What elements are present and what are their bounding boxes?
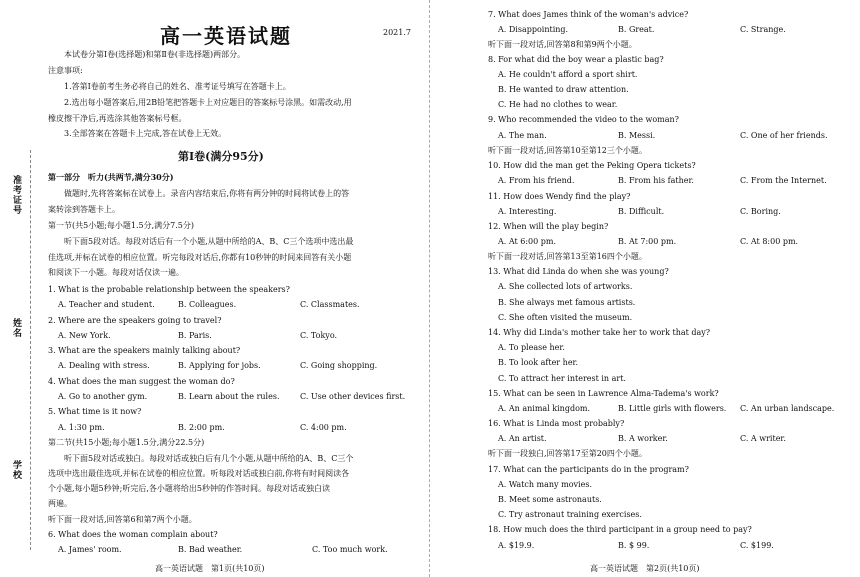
- section1-desc: 佳选项,并标在试卷的相应位置。听完每段对话后,你都有10秒钟的时间来回答有关小题: [48, 253, 352, 262]
- option-c: C. An urban landscape.: [740, 404, 835, 413]
- option-b: B. Learn about the rules.: [178, 392, 280, 401]
- option-c: C. 4:00 pm.: [300, 423, 347, 432]
- option-c: C. $199.: [740, 541, 774, 550]
- exam-number-label: 准考证号: [11, 175, 21, 215]
- question: 12. When will the play begin?: [488, 222, 609, 231]
- option-a: A. Disappointing.: [498, 25, 569, 34]
- option-b: B. A worker.: [618, 434, 668, 443]
- option-c: C. Use other devices first.: [300, 392, 406, 401]
- option-a: A. Interesting.: [498, 207, 557, 216]
- question: 11. How does Wendy find the play?: [488, 192, 631, 201]
- option-a: A. The man.: [498, 131, 547, 140]
- listen-instruction: 听下面一段对话,回答第8和第9两个小题。: [488, 40, 637, 49]
- question: 2. Where are the speakers going to travel?: [48, 316, 222, 325]
- question: 13. What did Linda do when she was young?: [488, 267, 669, 276]
- option-a: A. Watch many movies.: [498, 480, 592, 489]
- page-divider: [429, 0, 430, 577]
- question: 1. What is the probable relationship between the speakers?: [48, 285, 290, 294]
- section1-heading: 第一节(共5小题;每小题1.5分,满分7.5分): [48, 221, 195, 230]
- listen-instruction: 听下面一段对话,回答第10至第12三个小题。: [488, 146, 647, 155]
- option-c: C. To attract her interest in art.: [498, 374, 626, 383]
- option-c: C. Too much work.: [312, 545, 388, 554]
- option-c: C. At 8:00 pm.: [740, 237, 799, 246]
- option-c: C. Classmates.: [300, 300, 360, 309]
- section2-desc: 选项中选出最佳选项,并标在试卷的相应位置。听每段对话或独白前,你将有时间阅读各: [48, 469, 350, 478]
- page-footer: 高一英语试题 第2页(共10页): [590, 564, 700, 573]
- name-label: 姓名: [11, 318, 21, 338]
- option-a: A. From his friend.: [498, 176, 575, 185]
- option-b: B. At 7:00 pm.: [618, 237, 677, 246]
- question: 18. How much does the third participant in a group need to pay?: [488, 525, 752, 534]
- intro-line: 橡皮擦干净后,再选涂其他答案标号框。: [48, 114, 187, 123]
- option-b: B. From his father.: [618, 176, 694, 185]
- option-b: B. Meet some astronauts.: [498, 495, 602, 504]
- option-a: A. $19.9.: [498, 541, 535, 550]
- listen-instruction: 听下面一段对话,回答第6和第7两个小题。: [48, 515, 197, 524]
- option-a: A. An artist.: [498, 434, 547, 443]
- option-b: B. $ 99.: [618, 541, 650, 550]
- option-a: A. Teacher and student.: [58, 300, 155, 309]
- part1-desc: 做题时,先将答案标在试卷上。录音内容结束后,你将有两分钟的时间将试卷上的答: [64, 189, 350, 198]
- volume-title: 第Ⅰ卷(满分95分): [178, 150, 264, 163]
- option-b: B. Paris.: [178, 331, 212, 340]
- option-a: A. He couldn't afford a sport shirt.: [498, 70, 638, 79]
- option-c: C. Try astronaut training exercises.: [498, 510, 642, 519]
- option-a: A. An animal kingdom.: [498, 404, 591, 413]
- option-b: B. He wanted to draw attention.: [498, 85, 629, 94]
- question: 4. What does the man suggest the woman do?: [48, 377, 235, 386]
- option-a: A. Go to another gym.: [58, 392, 148, 401]
- option-c: C. Strange.: [740, 25, 786, 34]
- question: 8. For what did the boy wear a plastic bag?: [488, 55, 664, 64]
- listen-instruction: 听下面一段对话,回答第13至第16四个小题。: [488, 252, 647, 261]
- option-b: B. Applying for jobs.: [178, 361, 261, 370]
- section2-desc: 个小题,每小题5秒钟;听完后,各小题将给出5秒钟的作答时间。每段对话或独白读: [48, 484, 330, 493]
- option-b: B. Little girls with flowers.: [618, 404, 727, 413]
- section2-heading: 第二节(共15小题;每小题1.5分,满分22.5分): [48, 438, 205, 447]
- option-b: B. 2:00 pm.: [178, 423, 225, 432]
- part1-desc: 案转涂到答题卡上。: [48, 205, 120, 214]
- question: 6. What does the woman complain about?: [48, 530, 218, 539]
- school-label: 学校: [11, 460, 21, 480]
- option-c: C. She often visited the museum.: [498, 313, 633, 322]
- listen-instruction: 听下面一段独白,回答第17至第20四个小题。: [488, 449, 647, 458]
- question: 9. Who recommended the video to the woman?: [488, 115, 679, 124]
- part1-heading: 第一部分 听力(共两节,满分30分): [48, 172, 174, 182]
- option-b: B. She always met famous artists.: [498, 298, 636, 307]
- option-b: B. Difficult.: [618, 207, 665, 216]
- intro-line: 注意事项:: [48, 66, 83, 75]
- option-c: C. He had no clothes to wear.: [498, 100, 618, 109]
- option-a: A. To please her.: [498, 343, 565, 352]
- question: 10. How did the man get the Peking Opera tickets?: [488, 161, 696, 170]
- page-footer: 高一英语试题 第1页(共10页): [155, 564, 265, 573]
- option-a: A. New York.: [58, 331, 111, 340]
- question: 17. What can the participants do in the program?: [488, 465, 689, 474]
- binding-line: [30, 150, 31, 550]
- intro-line: 3.全部答案在答题卡上完成,答在试卷上无效。: [64, 129, 227, 138]
- option-a: A. She collected lots of artworks.: [498, 282, 633, 291]
- section1-desc: 和阅读下一小题。每段对话仅读一遍。: [48, 268, 184, 277]
- question: 7. What does James think of the woman's advice?: [488, 10, 689, 19]
- option-c: C. From the Internet.: [740, 176, 827, 185]
- option-a: A. Dealing with stress.: [58, 361, 150, 370]
- option-a: A. At 6:00 pm.: [498, 237, 557, 246]
- section1-desc: 听下面5段对话。每段对话后有一个小题,从题中所给的A、B、C三个选项中选出最: [64, 237, 354, 246]
- option-c: C. Boring.: [740, 207, 781, 216]
- intro-line: 1.答第Ⅰ卷前考生务必将自己的姓名、准考证号填写在答题卡上。: [64, 82, 291, 91]
- question: 3. What are the speakers mainly talking about?: [48, 346, 241, 355]
- option-b: B. Messi.: [618, 131, 656, 140]
- option-c: C. One of her friends.: [740, 131, 828, 140]
- question: 15. What can be seen in Lawrence Alma-Tadema's work?: [488, 389, 719, 398]
- page-title: 高一英语试题: [160, 24, 292, 48]
- option-b: B. Colleagues.: [178, 300, 237, 309]
- question: 16. What is Linda most probably?: [488, 419, 625, 428]
- question: 14. Why did Linda's mother take her to work that day?: [488, 328, 711, 337]
- section2-desc: 两遍。: [48, 499, 72, 508]
- exam-date: 2021.7: [383, 28, 411, 37]
- option-c: C. A writer.: [740, 434, 786, 443]
- intro-line: 2.选出每小题答案后,用2B铅笔把答题卡上对应题目的答案标号涂黑。如需改动,用: [64, 98, 352, 107]
- option-a: A. 1:30 pm.: [58, 423, 105, 432]
- question: 5. What time is it now?: [48, 407, 142, 416]
- option-b: B. Bad weather.: [178, 545, 243, 554]
- option-a: A. James' room.: [58, 545, 122, 554]
- option-b: B. To look after her.: [498, 358, 579, 367]
- option-c: C. Going shopping.: [300, 361, 378, 370]
- option-b: B. Great.: [618, 25, 655, 34]
- option-c: C. Tokyo.: [300, 331, 338, 340]
- section2-desc: 听下面5段对话或独白。每段对话或独白后有几个小题,从题中所给的A、B、C三个: [64, 454, 354, 463]
- intro-line: 本试卷分第Ⅰ卷(选择题)和第Ⅱ卷(非选择题)两部分。: [64, 50, 246, 59]
